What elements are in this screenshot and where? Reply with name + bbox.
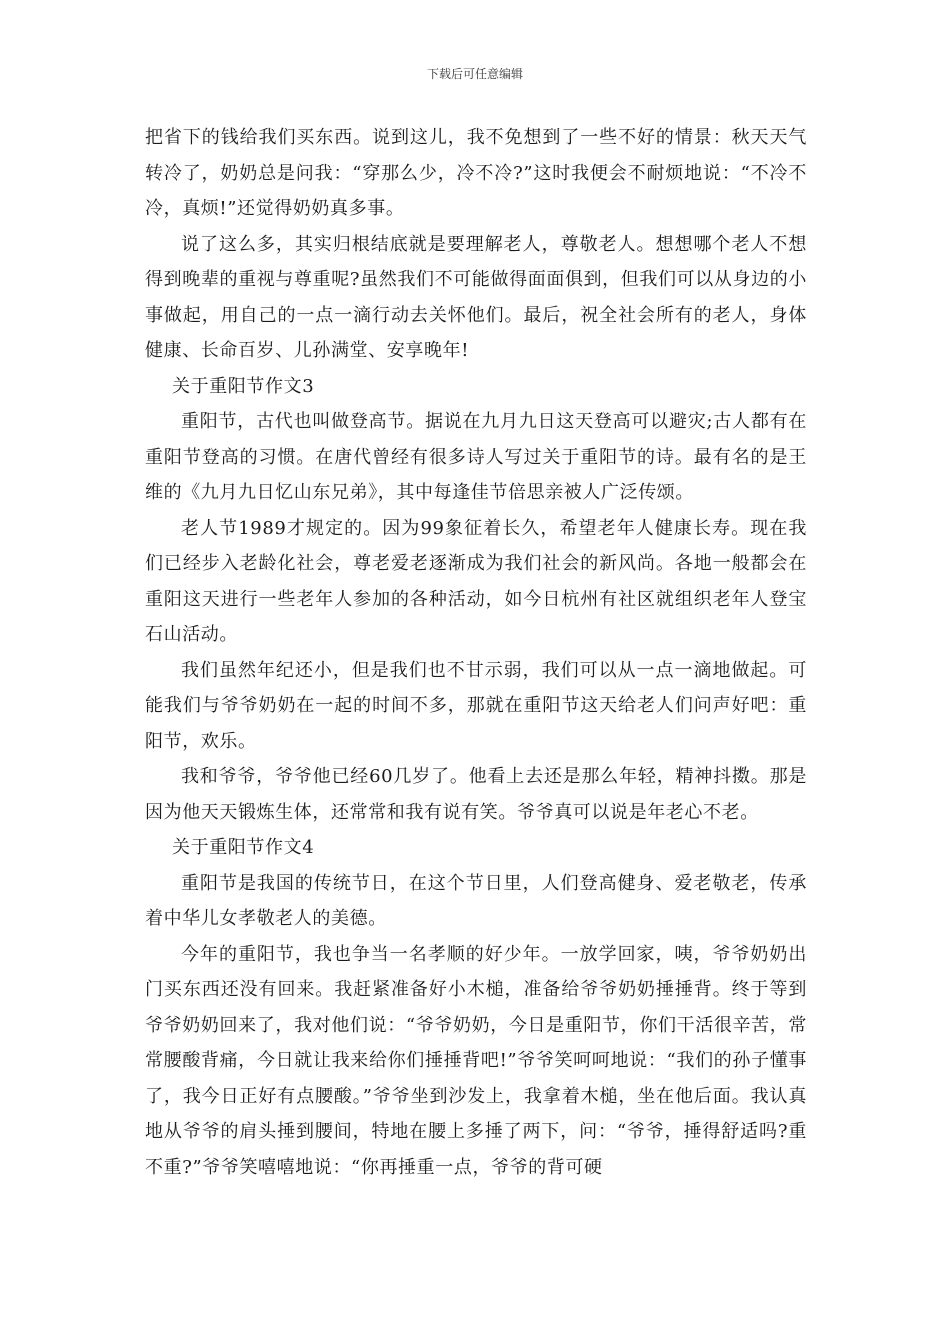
paragraph-continued: 把省下的钱给我们买东西。说到这儿，我不免想到了一些不好的情景：秋天天气转冷了，奶奶总是问我：“穿那么少，冷不冷?”这时我便会不耐烦地说：“不冷不冷，真烦!”还觉得奶奶真多事。 [145, 127, 807, 219]
paragraph: 说了这么多，其实归根结底就是要理解老人，尊敬老人。想想哪个老人不想得到晚辈的重视与尊重呢?虽然我们不可能做得面面俱到，但我们可以从身边的小事做起，用自己的一点一滴行动去关怀他们。最后，祝全社会所有的老人，身体健康、长命百岁、儿孙满堂、安享晚年! [145, 233, 807, 361]
paragraph: 今年的重阳节，我也争当一名孝顺的好少年。一放学回家，咦，爷爷奶奶出门买东西还没有回来。我赶紧准备好小木槌，准备给爷爷奶奶捶捶背。终于等到爷爷奶奶回来了，我对他们说：“爷爷奶奶，今日是重阳节，你们干活很辛苦，常常腰酸背痛，今日就让我来给你们捶捶背吧!”爷爷笑呵呵地说：“我们的孙子懂事了，我今日正好有点腰酸。”爷爷坐到沙发上，我拿着木槌，坐在他后面。我认真地从爷爷的肩头捶到腰间，特地在腰上多捶了两下，问：“爷爷，捶得舒适吗?重不重?”爷爷笑嘻嘻地说：“你再捶重一点，爷爷的背可硬 [145, 943, 807, 1178]
section-heading-essay-4: 关于重阳节作文4 [172, 837, 315, 858]
paragraph: 我和爷爷，爷爷他已经60几岁了。他看上去还是那么年轻，精神抖擞。那是因为他天天锻炼生体，还常常和我有说有笑。爷爷真可以说是年老心不老。 [145, 766, 807, 823]
page-header: 下载后可任意编辑 [426, 67, 523, 81]
paragraph: 重阳节，古代也叫做登高节。据说在九月九日这天登高可以避灾;古人都有在重阳节登高的习惯。在唐代曾经有很多诗人写过关于重阳节的诗。最有名的是王维的《九月九日忆山东兄弟》，其中每逢佳节倍思亲被人广泛传颂。 [145, 411, 807, 503]
paragraph: 我们虽然年纪还小，但是我们也不甘示弱，我们可以从一点一滴地做起。可能我们与爷爷奶奶在一起的时间不多，那就在重阳节这天给老人们问声好吧：重阳节，欢乐。 [145, 659, 807, 752]
paragraph: 重阳节是我国的传统节日，在这个节日里，人们登高健身、爱老敬老，传承着中华儿女孝敬老人的美德。 [145, 872, 807, 929]
document-body [145, 120, 807, 1185]
section-heading-essay-3: 关于重阳节作文3 [172, 375, 315, 397]
paragraph: 老人节1989才规定的。因为99象征着长久，希望老年人健康长寿。现在我们已经步入老龄化社会，尊老爱老逐渐成为我们社会的新风尚。各地一般都会在重阳这天进行一些老年人参加的各种活动，如今日杭州有社区就组织老年人登宝石山活动。 [145, 517, 807, 645]
